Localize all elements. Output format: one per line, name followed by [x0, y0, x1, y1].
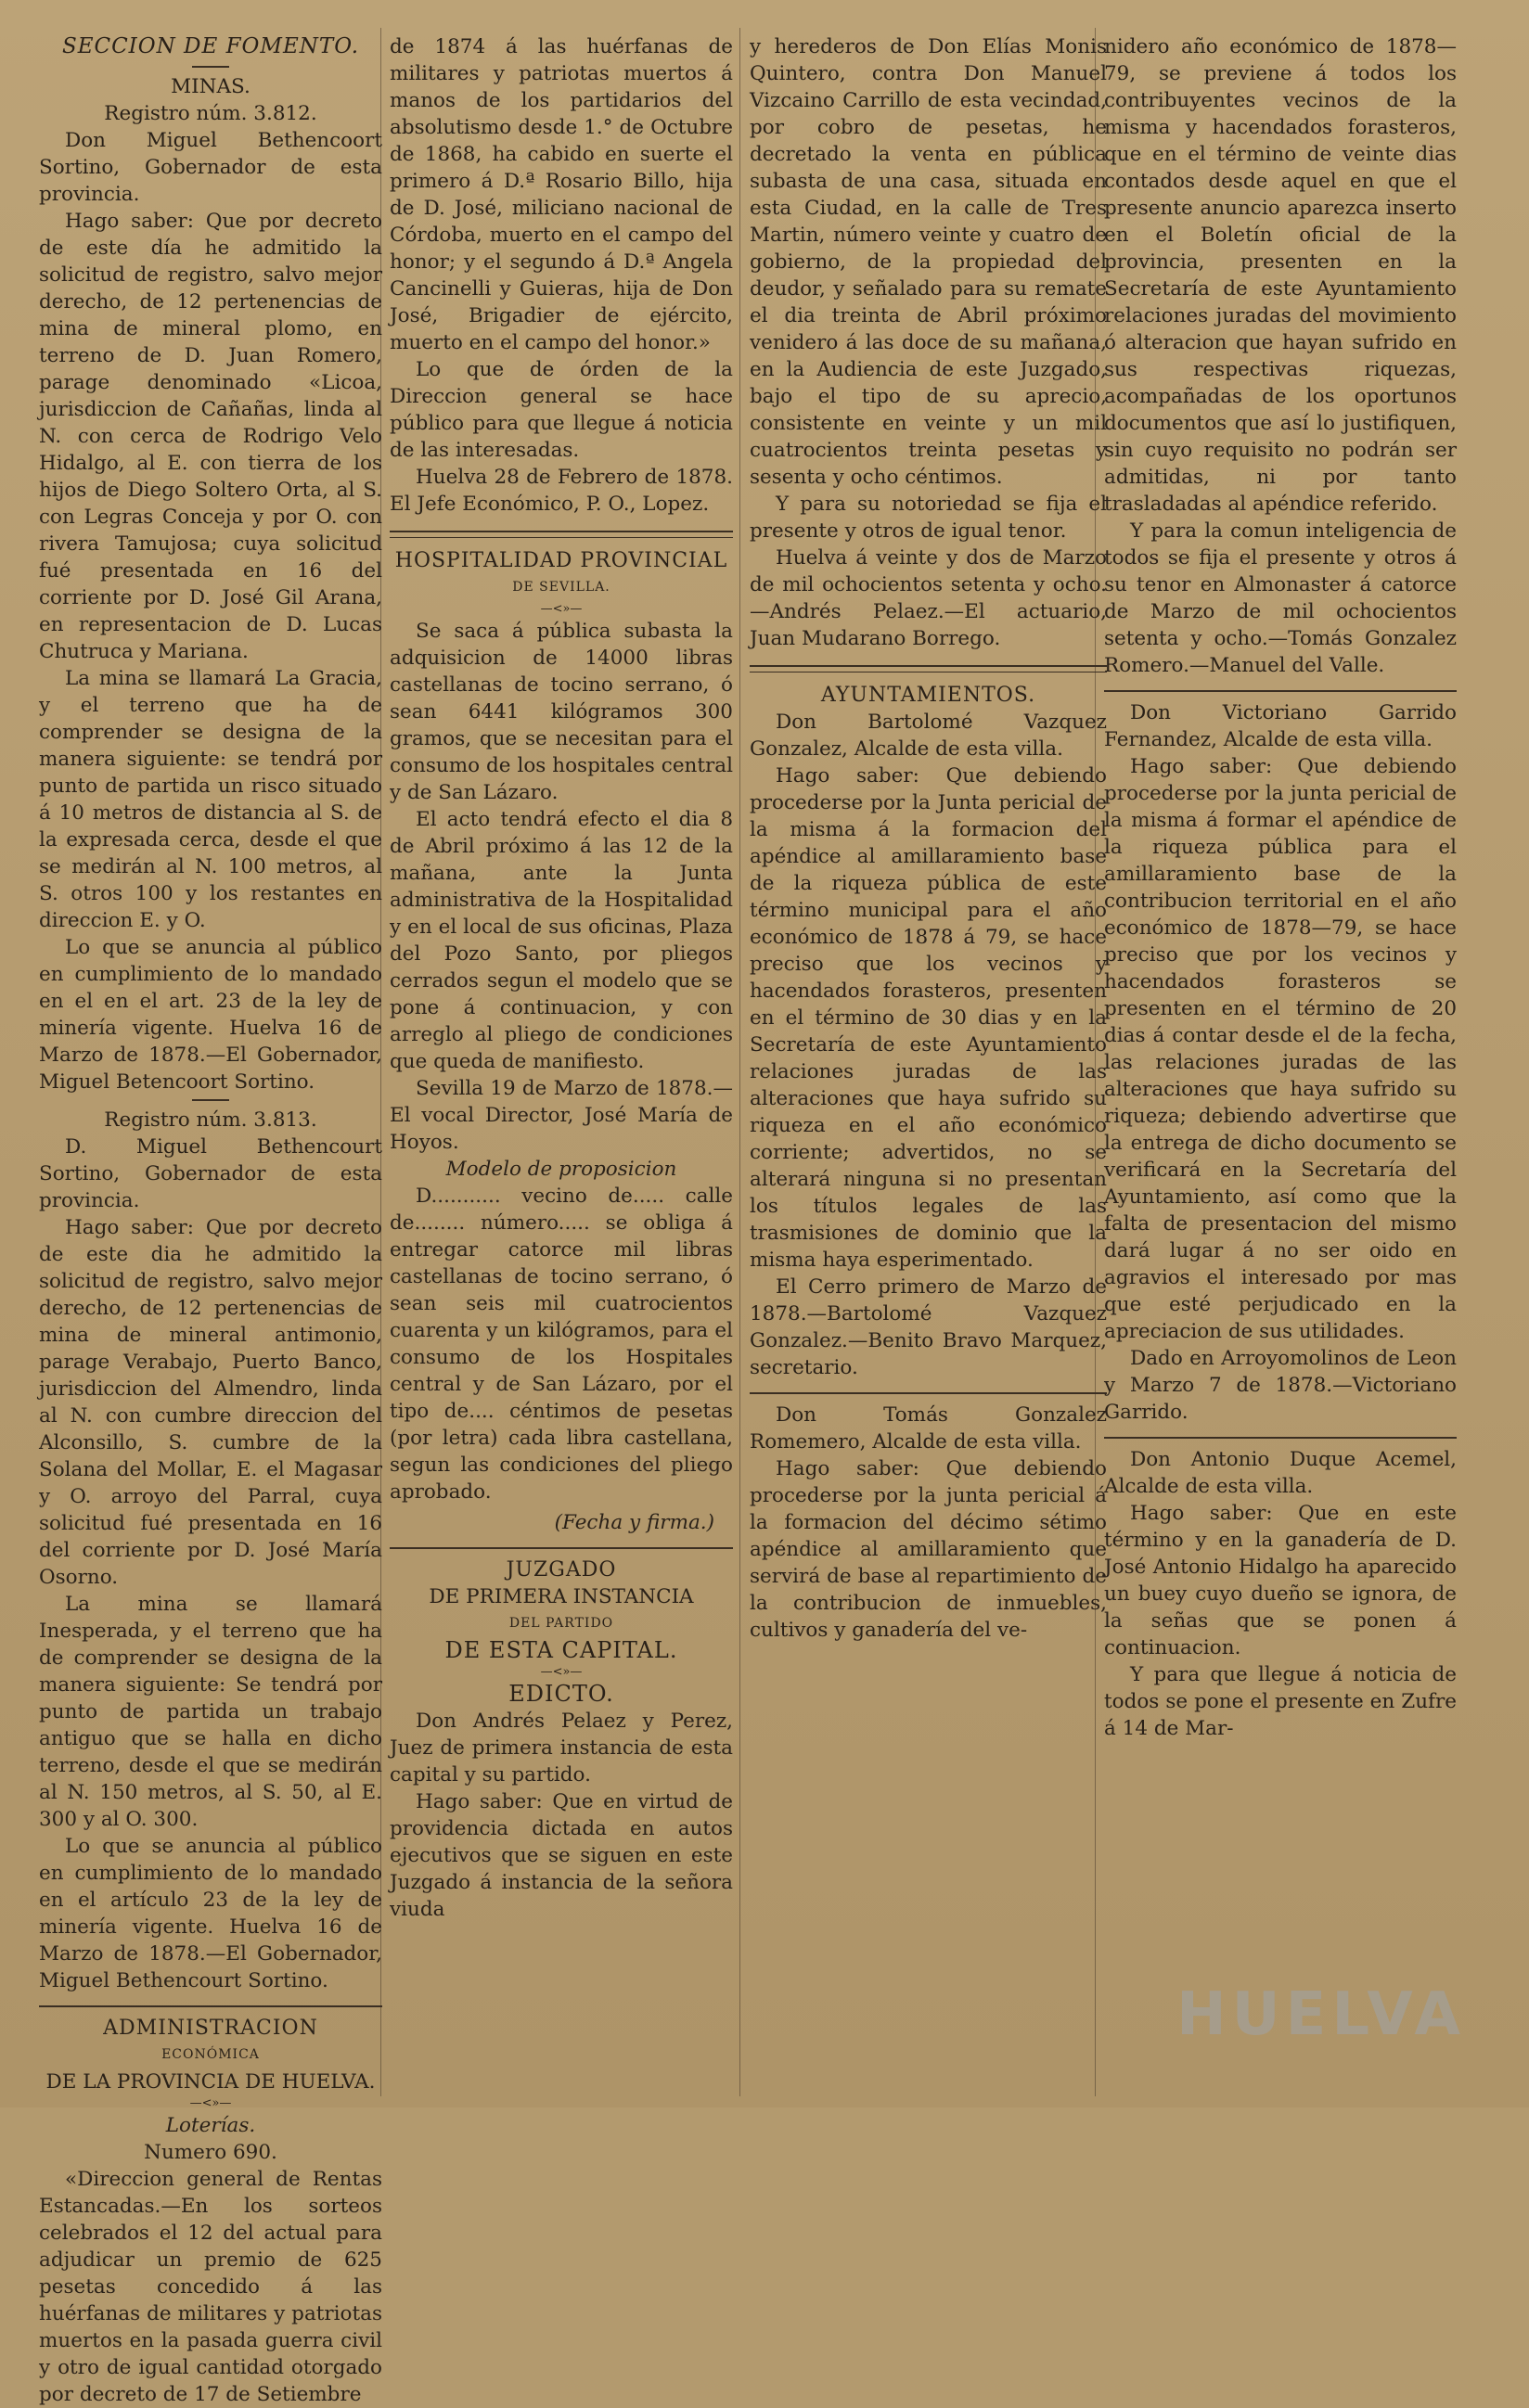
paragraph: El acto tendrá efecto el dia 8 de Abril próximo á las 12 de la mañana, ante la Junta administrativa de la Hospitalidad y en el local de sus oficinas, Plaza del Pozo Santo, por pliegos cerrados segun el modelo que se pone á continuacion, y con arreglo al pliego de condiciones que queda de manifiesto.	[390, 808, 733, 1073]
paragraph: Lo que de órden de la Direccion general se hace público para que llegue á noticia de las interesadas.	[390, 358, 733, 462]
minas-heading: MINAS.	[171, 75, 251, 98]
paragraph: Hago saber: Que en este término y en la ganadería de D. José Antonio Hidalgo ha aparecido un buey cuyo dueño se ignora, de la señas que se ponen á continuacion.	[1104, 1502, 1457, 1659]
divider	[192, 66, 229, 68]
ornament: —<»—	[189, 2096, 232, 2110]
paragraph: Dado en Arroyomolinos de Leon y Marzo 7 de 1878.—Victoriano Garrido.	[1104, 1347, 1457, 1424]
juzgado-line: DEL PARTIDO	[508, 1616, 614, 1631]
paragraph: «Direccion general de Rentas Estancadas.—En los sorteos celebrados el 12 del actual para adjudicar un premio de 625 pesetas concedido á las huérfanas de militares y patriotas muertos en la pasada guerra civil y otro de igual cantidad otorgado por decreto de 17 de Setiembre	[39, 2168, 382, 2406]
column-2	[390, 33, 733, 2093]
paragraph: D. Miguel Bethencourt Sortino, Gobernador de esta provincia.	[39, 1135, 382, 1212]
divider	[192, 1099, 229, 1101]
edicto-title: EDICTO.	[508, 1681, 614, 1707]
paragraph: Don Miguel Bethencoort Sortino, Gobernador de esta provincia.	[39, 129, 382, 206]
paragraph: Lo que se anuncia al público en cumplimiento de lo mandado en el artículo 23 de la ley de minería vigente. Huelva 16 de Marzo de 1878.—El Gobernador, Miguel Bethencourt Sortino.	[39, 1835, 382, 1992]
section-rule	[390, 1547, 733, 1549]
paragraph: y herederos de Don Elías Monis Quintero, contra Don Manuel Vizcaino Carrillo de esta vecindad, por cobro de pesetas, he decretado la venta en pública subasta de una casa, situada en esta Ciudad, en la calle de Tres Martin, número veinte y cuatro de gobierno, de la propiedad del deudor, y señalado para su remate el dia treinta de Abril próximo venidero á las doce de su mañana, en la Audiencia de este Juzgado, bajo el tipo de su aprecio, consistente en veinte y un mil cuatrocientos treinta pesetas y sesenta y ocho céntimos.	[750, 35, 1107, 489]
fecha-firma: (Fecha y firma.)	[554, 1511, 714, 1534]
column-1	[39, 33, 382, 2406]
paragraph: Y para que llegue á noticia de todos se pone el presente en Zufre á 14 de Mar-	[1104, 1663, 1457, 1740]
paragraph: Hago saber: Que por decreto de este dia he admitido la solicitud de registro, salvo mejor derecho, de 12 pertenencias de mina de mineral antimonio, parage Verabajo, Puerto Banco, jurisdiccion del Almendro, linda al N. con cumbre direccion del Alconsillo, S. cumbre de la Solana del Mollar, E. el Magasar y O. arroyo del Parral, cuya solicitud fué presentada en 16 del corriente por D. José María Osorno.	[39, 1216, 382, 1589]
paragraph: Se saca á pública subasta la adquisicion de 14000 libras castellanas de tocino serrano, ó sean 6441 kilógramos 300 gramos, que se necesitan para el consumo de los hospitales central y de San Lázaro.	[390, 620, 733, 804]
admin-heading: ADMINISTRACION	[103, 2017, 318, 2040]
registro-title: Registro núm. 3.812.	[104, 102, 317, 125]
section-rule	[390, 531, 733, 538]
modelo-title: Modelo de proposicion	[445, 1158, 677, 1181]
column-3	[750, 33, 1107, 2093]
hospitalidad-heading: HOSPITALIDAD PROVINCIAL	[394, 549, 728, 572]
ornament: —<»—	[540, 602, 583, 616]
paragraph: nidero año económico de 1878—79, se previene á todos los contribuyentes vecinos de la misma y hacendados forasteros, que en el término de veinte dias contados desde aquel en que el presente anuncio aparezca inserto en el Boletín oficial de la provincia, presenten en la Secretaría de este Ayuntamiento relaciones juradas del movimiento ó alteracion que hayan sufrido en sus respectivas riquezas, acompañadas de los oportunos documentos que así lo justifiquen, sin cuyo requisito no podrán ser admitidas, ni por tanto trasladadas al apéndice referido.	[1104, 35, 1457, 516]
admin-province: DE LA PROVINCIA DE HUELVA.	[45, 2070, 376, 2094]
section-rule	[750, 665, 1107, 672]
archive-watermark: HUELVA	[1176, 1980, 1466, 2049]
paragraph: D........... vecino de..... calle de........ número..... se obliga á entregar catorce mil libras castellanas de tocino serrano, ó sean seis mil cuatrocientos cuarenta y un kilógramos, para el consumo de los Hospitales central y de San Lázaro, por el tipo de.... céntimos de pesetas (por letra) cada libra castellana, segun las condiciones del pliego aprobado.	[390, 1185, 733, 1504]
section-rule	[1104, 690, 1457, 692]
paragraph: Hago saber: Que debiendo procederse por la Junta pericial de la misma á la formacion del apéndice al amillaramiento base de la riqueza pública de este término municipal para el año económico de 1878 á 79, se hace preciso que los vecinos y hacendados forasteros, presenten en el término de 30 dias y en la Secretaría de este Ayuntamiento relaciones juradas de las alteraciones que haya sufrido su riqueza en el año económico corriente; advertidos, no se alterará ninguna si no presentan los títulos legales de las trasmisiones de dominio que la misma haya esperimentado.	[750, 764, 1107, 1272]
admin-subheading: ECONÓMICA	[161, 2047, 260, 2062]
section-rule	[39, 2005, 382, 2007]
section-title: SECCION DE FOMENTO.	[61, 34, 360, 58]
paragraph: Don Victoriano Garrido Fernandez, Alcalde de esta villa.	[1104, 701, 1457, 751]
loterias-title: Loterías.	[165, 2114, 256, 2137]
paragraph: Sevilla 19 de Marzo de 1878.—El vocal Director, José María de Hoyos.	[390, 1077, 733, 1154]
paragraph: Don Bartolomé Vazquez Gonzalez, Alcalde de esta villa.	[750, 711, 1107, 761]
paragraph: Huelva á veinte y dos de Marzo de mil ochocientos setenta y ocho.—Andrés Pelaez.—El actuario, Juan Mudarano Borrego.	[750, 546, 1107, 650]
paragraph: Don Tomás Gonzalez Romemero, Alcalde de esta villa.	[750, 1403, 1107, 1454]
hospitalidad-subheading: DE SEVILLA.	[512, 580, 610, 595]
juzgado-line: DE PRIMERA INSTANCIA	[429, 1585, 694, 1608]
paragraph: Hago saber: Que por decreto de este día he admitido la solicitud de registro, salvo mejor derecho, de 12 pertenencias de mina de mineral plomo, en terreno de D. Juan Romero, parage denominado «Licoa, jurisdiccion de Cañañas, linda al N. con cerca de Rodrigo Velo Hidalgo, al E. con tierra de los hijos de Diego Soltero Orta, al S. con Legras Conceja y por O. con rivera Tamujosa; cuya solicitud fué presentada en 16 del corriente por D. José Gil Arana, en representacion de D. Lucas Chutruca y Mariana.	[39, 210, 382, 663]
registro-title: Registro núm. 3.813.	[104, 1108, 317, 1132]
ornament: —<»—	[540, 1665, 583, 1679]
juzgado-line: DE ESTA CAPITAL.	[444, 1637, 678, 1663]
paragraph: Lo que se anuncia al público en cumplimiento de lo mandado en el en el art. 23 de la ley de minería vigente. Huelva 16 de Marzo de 1878.—El Gobernador, Miguel Betencoort Sortino.	[39, 936, 382, 1094]
juzgado-heading: JUZGADO	[506, 1558, 617, 1582]
column-4	[1104, 33, 1457, 2093]
paragraph: Huelva 28 de Febrero de 1878. El Jefe Económico, P. O., Lopez.	[390, 466, 733, 516]
paragraph: La mina se llamará La Gracia, y el terreno que ha de comprender se designa de la manera siguiente: se tendrá por punto de partida un risco situado á 10 metros de distancia al S. de la expresada cerca, desde el que se medirán al N. 100 metros, al S. otros 100 y los restantes en direccion E. y O.	[39, 667, 382, 932]
numero-title: Numero 690.	[144, 2141, 277, 2164]
section-rule	[1104, 1437, 1457, 1439]
paragraph: Y para su notoriedad se fija el presente y otros de igual tenor.	[750, 493, 1107, 543]
paragraph: El Cerro primero de Marzo de 1878.—Bartolomé Vazquez Gonzalez.—Benito Bravo Marquez, secretario.	[750, 1275, 1107, 1379]
column-divider	[739, 28, 740, 2096]
paragraph: Hago saber: Que en virtud de providencia dictada en autos ejecutivos que se siguen en este Juzgado á instancia de la señora viuda	[390, 1790, 733, 1921]
paragraph: La mina se llamará Inesperada, y el terreno que ha de comprender se designa de la manera siguiente: Se tendrá por punto de partida un trabajo antiguo que se halla en dicho terreno, desde el que se medirán al N. 150 metros, al S. 50, al E. 300 y al O. 300.	[39, 1593, 382, 1831]
paragraph: de 1874 á las huérfanas de militares y patriotas muertos á manos de los partidarios del absolutismo desde 1.° de Octubre de 1868, ha cabido en suerte el primero á D.ª Rosario Billo, hija de D. José, miliciano nacional de Córdoba, muerto en el campo del honor; y el segundo á D.ª Angela Cancinelli y Guieras, hija de Don José, Brigadier de ejército, muerto en el campo del honor.»	[390, 35, 733, 354]
ayuntamientos-heading: AYUNTAMIENTOS.	[820, 684, 1036, 707]
paragraph: Don Andrés Pelaez y Perez, Juez de primera instancia de esta capital y su partido.	[390, 1710, 733, 1787]
section-rule	[750, 1392, 1107, 1394]
paragraph: Hago saber: Que debiendo procederse por la junta pericial de la misma á formar el apéndice de la riqueza pública para el amillaramiento base de la contribucion territorial en el año económico de 1878—79, se hace preciso que por los vecinos y hacendados forasteros se presenten en el término de 20 dias á contar desde el de la fecha, las relaciones juradas de las alteraciones que haya sufrido su riqueza; debiendo advertirse que la entrega de dicho documento se verificará en la Secretaría del Ayuntamiento, así como que la falta de presentacion del mismo dará lugar á no ser oido en agravios el interesado por mas que esté perjudicado en la apreciacion de sus utilidades.	[1104, 755, 1457, 1343]
paragraph: Don Antonio Duque Acemel, Alcalde de esta villa.	[1104, 1448, 1457, 1498]
paragraph: Y para la comun inteligencia de todos se fija el presente y otros á su tenor en Almonaster á catorce de Marzo de mil ochocientos setenta y ocho.—Tomás Gonzalez Romero.—Manuel del Valle.	[1104, 519, 1457, 677]
paragraph: Hago saber: Que debiendo procederse por la junta pericial á la formacion del décimo sétimo apéndice al amillaramiento que servirá de base al repartimiento de la contribucion de inmuebles, cultivos y ganadería del ve-	[750, 1457, 1107, 1642]
